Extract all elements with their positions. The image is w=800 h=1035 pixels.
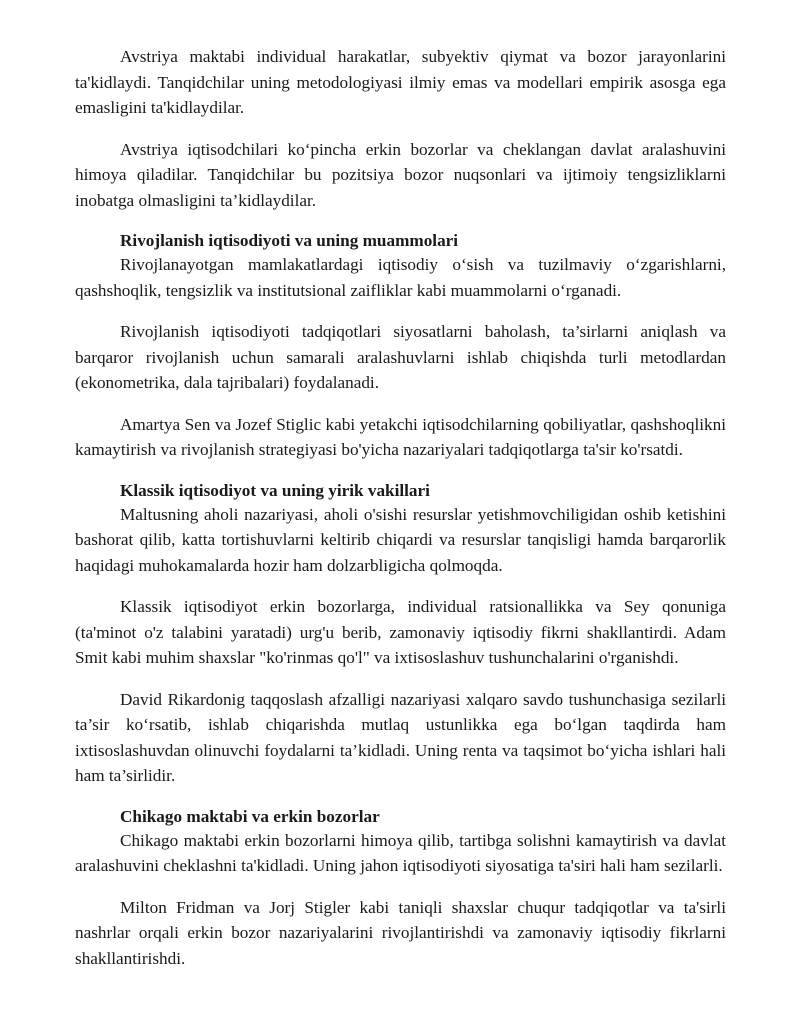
paragraph: Chikago maktabi erkin bozorlarni himoya qilib, tartibga solishni kamaytirish va davlat aralashuvini cheklashni ta'kidladi. Uning jahon iqtisodiyoti siyosatiga ta'siri hali ham sezilarli.: [75, 830, 726, 875]
paragraph: Milton Fridman va Jorj Stigler kabi taniqli shaxslar chuqur tadqiqotlar va ta'sirli nashrlar orqali erkin bozor nazariyalarini rivojlantirishdi va zamonaviy iqtisodiy fikrlarni shakllantirishdi.: [75, 897, 726, 968]
paragraph: Avstriya iqtisodchilari ko‘pincha erkin bozorlar va cheklangan davlat aralashuvini himoya qiladilar. Tanqidchilar bu pozitsiya bozor nuqsonlari va ijtimoiy tengsizliklarni inobatga olmasligini ta’kidlaydilar.: [75, 139, 726, 210]
section-heading: Klassik iqtisodiyot va uning yirik vakillari: [120, 480, 430, 500]
paragraph: Amartya Sen va Jozef Stiglic kabi yetakchi iqtisodchilarning qobiliyatlar, qashshoqlikni kamaytirish va rivojlanish strategiyasi bo'yicha nazariyalari tadqiqotlarga ta'sir ko'rsatdi.: [75, 414, 726, 459]
document-page: [75, 44, 726, 971]
paragraph: Rivojlanish iqtisodiyoti tadqiqotlari siyosatlarni baholash, ta’sirlarni aniqlash va barqaror rivojlanish uchun samarali aralashuvlarni ishlab chiqishda turli metodlardan (ekonometrika, dala tajribalari) foydalanadi.: [75, 322, 726, 392]
paragraph: Avstriya maktabi individual harakatlar, subyektiv qiymat va bozor jarayonlarini ta'kidlaydi. Tanqidchilar uning metodologiyasi ilmiy emas va modellari empirik asosga ega emasligini ta'kidlaydilar.: [75, 47, 726, 117]
paragraph: Klassik iqtisodiyot erkin bozorlarga, individual ratsionallikka va Sey qonuniga (ta'minot o'z talabini yaratadi) urg'u berib, zamonaviy iqtisodiy fikrni shakllantirdi. Adam Smit kabi muhim shaxslar "ko'rinmas qo'l" va ixtisoslashuv tushunchalarini o'rganishdi.: [75, 597, 726, 667]
section-heading: Rivojlanish iqtisodiyoti va uning muammolari: [120, 231, 459, 250]
paragraph: David Rikardonig taqqoslash afzalligi nazariyasi xalqaro savdo tushunchasiga sezilarli ta’sir ko‘rsatib, ishlab chiqarishda mutlaq ustunlikka ega bo‘lgan taqdirda ham ixtisoslashuvdan olinuvchi foydalarni ta’kidladi. Uning renta va taqsimot bo‘yicha ishlari hali ham ta’sirlidir.: [75, 689, 726, 785]
section-heading: Chikago maktabi va erkin bozorlar: [120, 806, 380, 826]
paragraph: Rivojlanayotgan mamlakatlardagi iqtisodiy o‘sish va tuzilmaviy o‘zgarishlarni, qashshoqlik, tengsizlik va institutsional zaifliklar kabi muammolarni o‘rganadi.: [75, 255, 726, 300]
paragraph: Maltusning aholi nazariyasi, aholi o'sishi resurslar yetishmovchiligidan oshib ketishini bashorat qilib, katta tortishuvlarni keltirib chiqardi va resurslar tanqisligi hamda barqarorlik haqidagi muhokamalarda hozir ham dolzarbligicha qolmoqda.: [75, 504, 726, 575]
